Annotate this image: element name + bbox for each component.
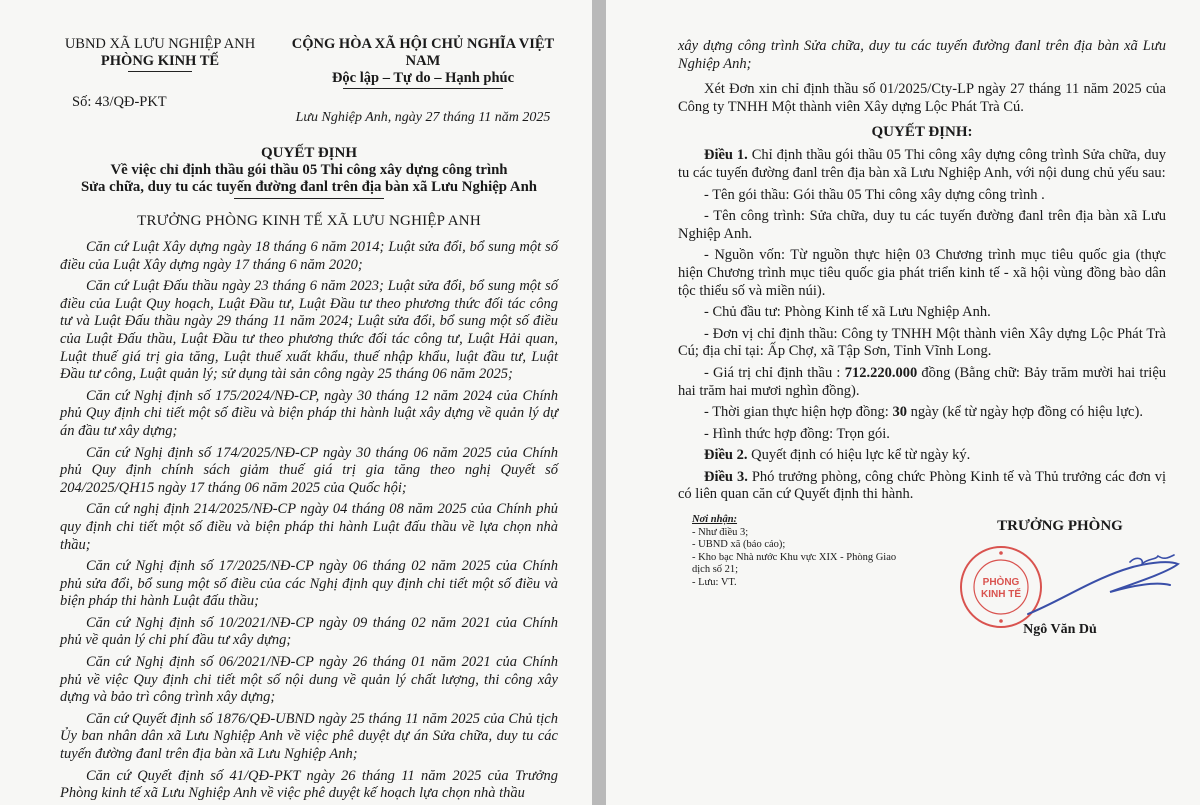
document-number: Số: 43/QĐ-PKT — [72, 94, 167, 110]
legal-basis-item: Căn cứ Nghị định số 174/2025/NĐ-CP ngày 30 tháng 06 năm 2025 của Chính phủ Quy định chính sách giảm thuế giá trị gia tăng theo nghị Quyết số 204/2025/QH15 ngày 17 tháng 06 năm 2025 của Quốc hội; — [60, 444, 558, 496]
svg-text:KINH TẾ: KINH TẾ — [981, 589, 1021, 601]
legal-basis-item: Căn cứ Quyết định số 1876/QĐ-UBND ngày 25 tháng 11 năm 2025 của Chủ tịch Ủy ban nhân dân xã Lưu Nghiệp Anh về việc phê duyệt dự án Sửa chữa, duy tu các tuyến đường đanl trên địa bàn xã Lưu Nghiệp Anh; — [60, 710, 558, 763]
issuing-authority: TRƯỞNG PHÒNG KINH TẾ XÃ LƯU NGHIỆP ANH — [137, 213, 481, 229]
article-1-text: Chỉ định thầu gói thầu 05 Thi công xây dựng công trình Sửa chữa, duy tu các tuyến đường đanl trên địa bàn xã Lưu Nghiệp Anh, với nội dung chủ yếu sau: — [678, 147, 1167, 181]
signature-area — [678, 512, 1166, 662]
legal-basis-item: Căn cứ nghị định 214/2025/NĐ-CP ngày 04 tháng 08 năm 2025 của Chính phủ quy định chi tiết một số điều và biện pháp thi hành Luật đấu thầu về lựa chọn nhà thầu; — [60, 501, 558, 553]
national-header — [288, 36, 558, 126]
article-3-text: Phó trưởng phòng, công chức Phòng Kinh tế và Thủ trưởng các đơn vị có liên quan căn cứ Quyết định thi hành. — [678, 468, 1167, 503]
recipients-block — [692, 514, 902, 589]
decision-heading: QUYẾT ĐỊNH: — [871, 124, 973, 141]
issuing-organization — [60, 36, 260, 126]
article-3 — [678, 469, 1166, 504]
nation-name: CỘNG HÒA XÃ HỘI CHỦ NGHĨA VIỆT NAM — [291, 36, 555, 69]
handwritten-signature — [1018, 552, 1188, 622]
legal-basis-item: Căn cứ Quyết định số 41/QĐ-PKT ngày 26 tháng 11 năm 2025 của Trưởng Phòng kinh tế xã Lưu Nghiệp Anh về việc phê duyệt kế hoạch lựa chọn nhà thầu — [60, 767, 558, 802]
document-header — [60, 36, 558, 126]
contract-value-amount: 712.220.000 — [844, 364, 918, 381]
legal-basis-item: Căn cứ Nghị định số 175/2024/NĐ-CP, ngày 30 tháng 12 năm 2024 của Chính phủ Quy định chi tiết một số điều và biện pháp thi hành luật xây dựng về quản lý dự án đầu tư xây dựng; — [60, 387, 558, 439]
item-contract-form: - Hình thức hợp đồng: Trọn gói. — [704, 425, 890, 442]
legal-basis-item: Căn cứ Nghị định số 17/2025/NĐ-CP ngày 06 tháng 02 năm 2025 của Chính phủ sửa đổi, bổ sung một số điều của các Nghị định quy định chi tiết một số điều và biện pháp thi hành Luật đấu thầu; — [60, 558, 558, 610]
document-title: QUYẾT ĐỊNH — [261, 145, 357, 161]
subject-line-2: Sửa chữa, duy tu các tuyến đường đanl trên địa bàn xã Lưu Nghiệp Anh — [80, 179, 538, 195]
signer-title: TRƯỞNG PHÒNG — [997, 518, 1123, 535]
article-1-label: Điều 1. — [704, 147, 748, 164]
contract-duration-amount: 30 — [892, 404, 907, 421]
subject-underline — [234, 198, 384, 199]
legal-basis-list — [60, 239, 558, 803]
article-1 — [678, 147, 1166, 182]
item-contractor: - Đơn vị chỉ định thầu: Công ty TNHH Một thành viên Xây dựng Lộc Phát Trà Cú; địa chỉ tại: Ấp Chợ, xã Tập Sơn, Tỉnh Vĩnh Long. — [678, 325, 1166, 360]
contract-value-suffix: đồng (Bằng chữ: Bảy trăm mười hai triệu hai trăm hai mươi nghìn đồng). — [678, 364, 1167, 399]
document-page-1 — [0, 0, 592, 805]
svg-text:PHÒNG: PHÒNG — [982, 577, 1020, 589]
motto-underline — [343, 88, 503, 89]
item-funding-source: - Nguồn vốn: Từ nguồn thực hiện 03 Chương trình mục tiêu quốc gia (thực hiện Chương trình mục tiêu quốc gia phát triển kinh tế - xã hội vùng đồng bào dân tộc thiểu số và miền núi). — [678, 247, 1166, 299]
item-contract-duration — [678, 404, 1166, 422]
place-date: Lưu Nghiệp Anh, ngày 27 tháng 11 năm 2025 — [295, 110, 551, 125]
contract-duration-prefix: - Thời gian thực hiện hợp đồng: — [704, 404, 893, 421]
article-2-text: Quyết định có hiệu lực kể từ ngày ký. — [747, 447, 971, 464]
legal-basis-item: Căn cứ Nghị định số 06/2021/NĐ-CP ngày 26 tháng 01 năm 2021 của Chính phủ về việc Quy định chi tiết một số nội dung về quản lý chất lượng, thi công xây dựng và bảo trì công trình xây dựng; — [60, 654, 558, 706]
subject-line-1: Về việc chỉ định thầu gói thầu 05 Thi công xây dựng công trình — [110, 162, 508, 178]
org-line-2: PHÒNG KINH TẾ — [100, 53, 220, 69]
national-motto: Độc lập – Tự do – Hạnh phúc — [331, 70, 515, 86]
contract-value-prefix: - Giá trị chỉ định thầu : — [704, 364, 845, 381]
legal-basis-continuation: xây dựng công trình Sửa chữa, duy tu các tuyến đường đanl trên địa bàn xã Lưu Nghiệp Anh; — [678, 38, 1166, 72]
recipient-item: - Lưu: VT. — [692, 576, 737, 588]
document-page-2 — [606, 0, 1200, 805]
item-investor: - Chủ đầu tư: Phòng Kinh tế xã Lưu Nghiệp Anh. — [704, 304, 991, 321]
consideration-paragraph: Xét Đơn xin chỉ định thầu số 01/2025/Cty-LP ngày 27 tháng 11 năm 2025 của Công ty TNHH Một thành viên Xây dựng Lộc Phát Trà Cú. — [678, 81, 1166, 115]
article-2 — [678, 447, 1166, 465]
legal-basis-item: Căn cứ Luật Đấu thầu ngày 23 tháng 6 năm 2023; Luật sửa đổi, bổ sung một số điều của Luật Quy hoạch, Luật Đầu tư, Luật Đầu tư theo phương thức đối tác công tư và Luật Đấu thầu ngày 29 tháng 11 năm 2024; Luật sửa đổi, bổ sung một số điều của Luật Đấu thầu, Luật Đầu tư theo phương thức đối tác công tư, Luật Hải quan, Luật thuế giá trị gia tăng, Luật thuế xuất khẩu, thuế nhập khẩu, luật đầu tư, Luật Đầu tư công, Luật quản lý; sử dụng tài sản công ngày 25 tháng 06 năm 2025; — [60, 278, 558, 383]
contract-duration-suffix: ngày (kể từ ngày hợp đồng có hiệu lực). — [906, 404, 1143, 421]
item-project-name: - Tên công trình: Sửa chữa, duy tu các tuyến đường đanl trên địa bàn xã Lưu Nghiệp Anh. — [678, 208, 1166, 242]
item-package-name: - Tên gói thầu: Gói thầu 05 Thi công xây dựng công trình . — [704, 186, 1045, 203]
article-3-label: Điều 3. — [704, 468, 748, 485]
org-line-1: UBND XÃ LƯU NGHIỆP ANH — [64, 36, 256, 52]
recipient-item: - UBND xã (báo cáo); — [692, 539, 786, 551]
article-2-label: Điều 2. — [704, 447, 748, 464]
item-contract-value — [678, 365, 1166, 400]
recipients-label: Nơi nhận: — [692, 514, 738, 526]
recipient-item: - Kho bạc Nhà nước Khu vực XIX - Phòng Giao dịch số 21; — [692, 551, 897, 576]
legal-basis-item: Căn cứ Luật Xây dựng ngày 18 tháng 6 năm 2014; Luật sửa đổi, bổ sung một số điều của Luật Xây dựng ngày 17 tháng 6 năm 2020; — [60, 239, 558, 273]
org-underline — [128, 71, 192, 72]
legal-basis-item: Căn cứ Nghị định số 10/2021/NĐ-CP ngày 09 tháng 02 năm 2021 của Chính phủ về quản lý chi phí đầu tư xây dựng; — [60, 614, 558, 649]
signer-name: Ngô Văn Dủ — [1023, 622, 1097, 638]
recipient-item: - Như điều 3; — [692, 526, 749, 538]
